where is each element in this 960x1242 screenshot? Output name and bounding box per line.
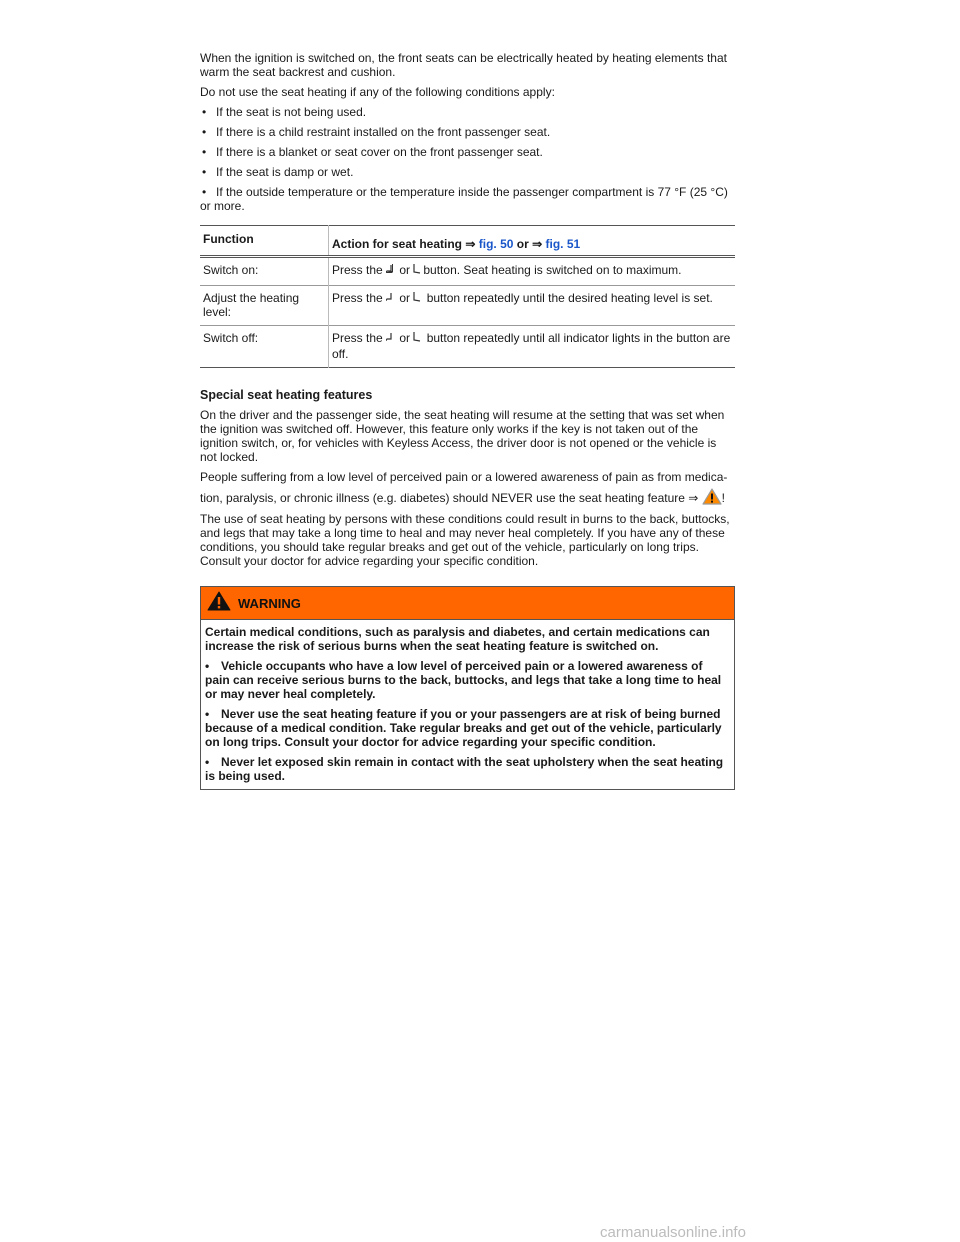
conditions-intro: Do not use the seat heating if any of the following conditions apply:	[200, 85, 555, 99]
bullet: •	[205, 755, 210, 769]
list-item-text: If the outside temperature or the temperature inside the passenger compartment is 77 °F (25 °C) or more.	[200, 185, 728, 213]
list-item	[200, 105, 735, 119]
intro-paragraph: When the ignition is switched on, the front seats can be electrically heated by heating elements that warm the seat backrest and cushion.	[200, 51, 727, 79]
action-text: Press the	[332, 263, 387, 277]
list-item-text: If there is a child restraint installed on the front passenger seat.	[216, 125, 551, 139]
seat-backrest-icon	[386, 332, 396, 347]
seat-cushion-icon	[413, 292, 423, 307]
special-paragraph: People suffering from a low level of perceived pain or a lowered awareness of pain as from medica-	[200, 470, 728, 484]
list-item-text: If the seat is damp or wet.	[216, 165, 354, 179]
warning-header	[201, 587, 734, 619]
table-row	[200, 286, 735, 326]
table-row	[200, 257, 735, 286]
warning-title: WARNING	[238, 595, 301, 611]
action-text: Press the	[332, 331, 387, 345]
row-action	[329, 326, 736, 368]
action-text: button repeatedly until the desired heating level is set.	[423, 291, 713, 305]
seat-cushion-icon	[413, 264, 423, 279]
warning-box	[200, 586, 735, 790]
special-paragraph	[200, 488, 735, 508]
warning-item-text: Never let exposed skin remain in contact with the seat upholstery when the seat heating is being used.	[205, 755, 724, 783]
conditions-list	[200, 105, 735, 213]
list-item-text: If the seat is not being used.	[216, 105, 367, 119]
bullet: •	[202, 105, 207, 119]
bullet: •	[205, 707, 210, 721]
manual-page	[200, 51, 735, 790]
fig-50-link[interactable]: fig. 50	[478, 237, 514, 251]
action-text: button. Seat heating is switched on to maximum.	[423, 263, 682, 277]
seat-backrest-icon	[386, 292, 396, 307]
header-or-text: or ⇒	[513, 237, 543, 251]
action-text: or	[396, 331, 414, 345]
action-text: Press the	[332, 291, 387, 305]
warning-item	[205, 707, 730, 749]
warning-item	[205, 659, 730, 701]
bullet: •	[202, 145, 207, 159]
table-row	[200, 326, 735, 368]
bullet: •	[202, 165, 207, 179]
warning-triangle-icon	[207, 591, 231, 616]
list-item	[200, 165, 735, 179]
special-text: !	[721, 491, 726, 505]
warning-item	[205, 755, 730, 783]
warning-lead: Certain medical conditions, such as paralysis and diabetes, and certain medications can increase the risk of serious burns when the seat heating feature is switched on.	[205, 625, 710, 653]
table-header-row	[200, 226, 735, 257]
row-function: Adjust the heating level:	[200, 286, 329, 326]
list-item	[200, 125, 735, 139]
header-action	[329, 226, 736, 257]
special-paragraph: On the driver and the passenger side, the seat heating will resume at the setting that was set when the ignition was switched off. However, this feature only works if the key is not taken out of the ignition switch, or, for vehicles with Keyless Access, the driver door is not opened or the vehicle is not locked.	[200, 408, 725, 464]
bullet: •	[202, 125, 207, 139]
list-item	[200, 185, 735, 213]
seat-cushion-icon	[413, 332, 423, 347]
row-action	[329, 257, 736, 286]
header-action-text: Action for seat heating ⇒	[332, 237, 476, 251]
header-function: Function	[200, 226, 329, 257]
warning-item-text: Never use the seat heating feature if you or your passengers are at risk of being burned because of a medical condition. Take regular breaks and get out of the vehicle, particularly on long trips. Consult your doctor for advice regarding your specific condition.	[205, 707, 722, 749]
action-text: or	[396, 291, 414, 305]
seat-backrest-icon	[386, 264, 396, 279]
row-function: Switch off:	[200, 326, 329, 368]
row-function: Switch on:	[200, 257, 329, 286]
site-watermark: carmanualsonline.info	[600, 1224, 746, 1241]
seat-heating-table	[200, 225, 735, 368]
warning-item-text: Vehicle occupants who have a low level of perceived pain or a lowered awareness of pain can receive serious burns to the back, buttocks, and legs that take a long time to heal or may never heal completely.	[205, 659, 722, 701]
special-heading: Special seat heating features	[200, 388, 373, 402]
list-item-text: If there is a blanket or seat cover on the front passenger seat.	[216, 145, 543, 159]
fig-51-link[interactable]: fig. 51	[545, 237, 581, 251]
special-text: tion, paralysis, or chronic illness (e.g. diabetes) should NEVER use the seat heating feature ⇒	[200, 491, 699, 505]
special-paragraph: The use of seat heating by persons with these conditions could result in burns to the back, buttocks, and legs that may take a long time to heal and may never heal completely. If you have any of these conditions, you should take regular breaks and get out of the vehicle, particularly on long trips. Consult your doctor for advice regarding your specific condition.	[200, 512, 730, 568]
action-text: button repeatedly until all indicator lights in the button are off.	[332, 331, 731, 361]
bullet: •	[205, 659, 210, 673]
row-action	[329, 286, 736, 326]
list-item	[200, 145, 735, 159]
warning-triangle-icon[interactable]	[702, 488, 722, 508]
warning-body	[201, 619, 734, 789]
bullet: •	[202, 185, 207, 199]
action-text: or	[396, 263, 414, 277]
